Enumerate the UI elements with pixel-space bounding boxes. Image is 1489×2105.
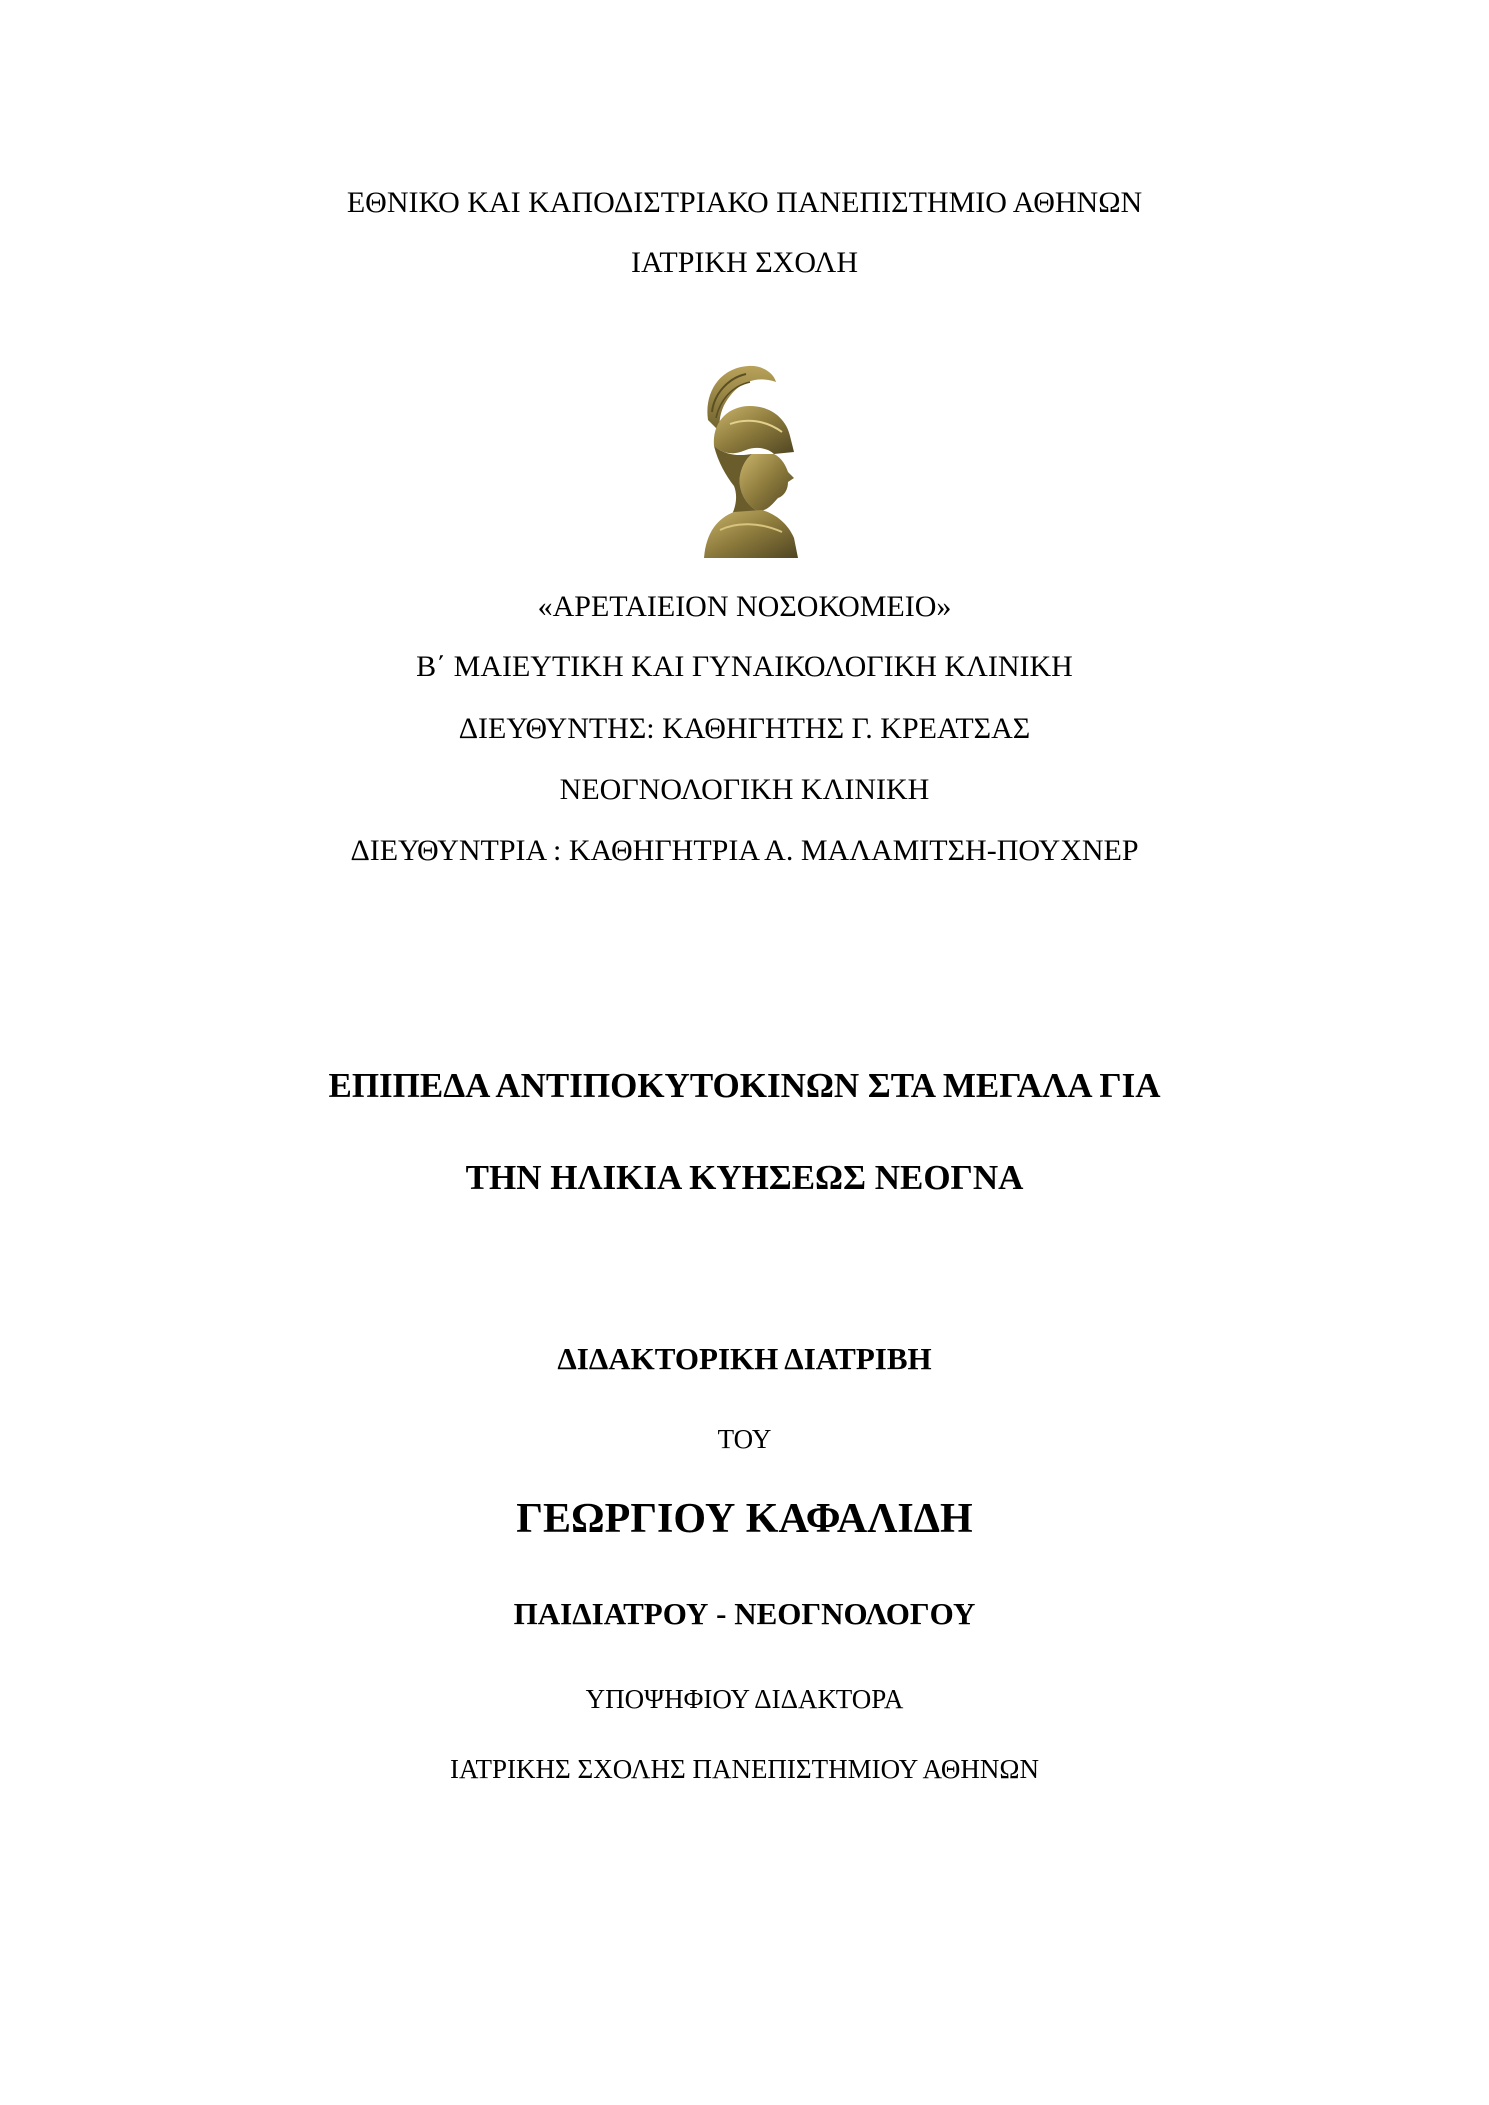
clinic-name: Β΄ ΜΑΙΕΥΤΙΚΗ ΚΑΙ ΓΥΝΑΙΚΟΛΟΓΙΚΗ ΚΛΙΝΙΚΗ	[416, 650, 1073, 683]
school-name: ΙΑΤΡΙΚΗ ΣΧΟΛΗ	[631, 246, 858, 279]
neonatal-clinic-director: ΔΙΕΥΘΥΝΤΡΙΑ : ΚΑΘΗΓΗΤΡΙΑ Α. ΜΑΛΑΜΙΤΣΗ-ΠΟΥΧΝΕΡ	[350, 834, 1139, 867]
candidate-label: ΥΠΟΨΗΦΙΟΥ ΔΙΔΑΚΤΟΡΑ	[585, 1684, 904, 1714]
thesis-of-label: ΤΟΥ	[717, 1424, 772, 1454]
neonatal-clinic-name: ΝΕΟΓΝΟΛΟΓΙΚΗ ΚΛΙΝΙΚΗ	[559, 773, 930, 806]
thesis-type: ΔΙΔΑΚΤΟΡΙΚΗ ΔΙΑΤΡΙΒΗ	[557, 1341, 932, 1376]
thesis-title-line-2: ΤΗΝ ΗΛΙΚΙΑ ΚΥΗΣΕΩΣ ΝΕΟΓΝΑ	[465, 1158, 1024, 1197]
author-role: ΠΑΙΔΙΑΤΡΟΥ - ΝΕΟΓΝΟΛΟΓΟΥ	[513, 1596, 976, 1631]
thesis-title-line-1: ΕΠΙΠΕΔΑ ΑΝΤΙΠΟΚΥΤΟΚΙΝΩΝ ΣΤΑ ΜΕΓΑΛΑ ΓΙΑ	[328, 1066, 1161, 1105]
athena-helmet-bust-icon	[690, 362, 810, 562]
author-name: ΓΕΩΡΓΙΟΥ ΚΑΦΑΛΙΔΗ	[516, 1496, 973, 1542]
hospital-name: «ΑΡΕΤΑΙΕΙΟΝ ΝΟΣΟΚΟΜΕΙΟ»	[537, 590, 952, 623]
university-name: ΕΘΝΙΚΟ ΚΑΙ ΚΑΠΟΔΙΣΤΡΙΑΚΟ ΠΑΝΕΠΙΣΤΗΜΙΟ ΑΘΗΝΩΝ	[346, 186, 1143, 219]
affiliation: ΙΑΤΡΙΚΗΣ ΣΧΟΛΗΣ ΠΑΝΕΠΙΣΤΗΜΙΟΥ ΑΘΗΝΩΝ	[450, 1754, 1039, 1784]
clinic-director: ΔΙΕΥΘΥΝΤΗΣ: ΚΑΘΗΓΗΤΗΣ Γ. ΚΡΕΑΤΣΑΣ	[458, 712, 1031, 745]
